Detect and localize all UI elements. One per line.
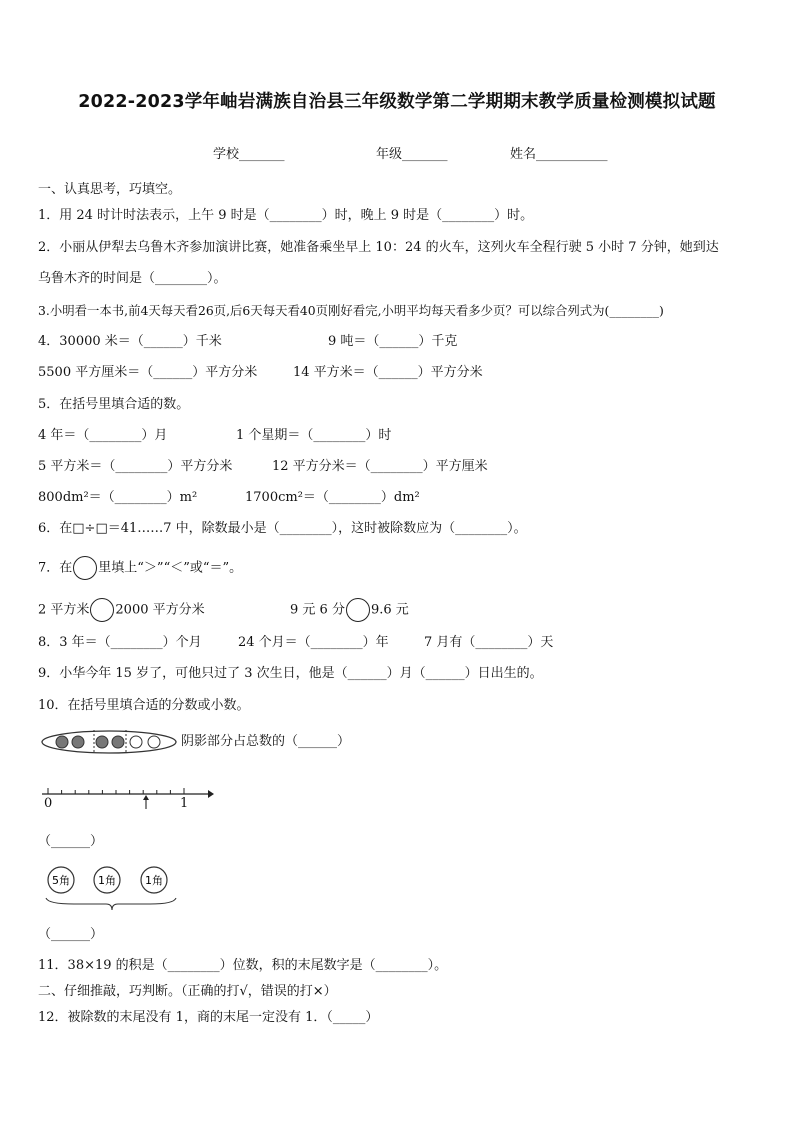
shaded-caption: 阴影部分占总数的（______） xyxy=(181,734,351,749)
exam-title: 2022-2023学年岫岩满族自治县三年级数学第二学期期末教学质量检测模拟试题 xyxy=(78,92,716,112)
coins-figure xyxy=(44,862,180,912)
number-line-start: 0 xyxy=(44,796,53,811)
school-field[interactable]: 学校_______ xyxy=(213,147,285,162)
coin-label: 1角 xyxy=(98,874,116,887)
compare-circle-a[interactable] xyxy=(90,598,114,622)
number-line xyxy=(36,780,216,810)
q7b-right: 9.6 元 xyxy=(370,602,409,618)
question-5e: 800dm²＝（________）m² xyxy=(38,490,198,505)
number-line-end: 1 xyxy=(180,796,189,811)
number-line-blank: （______） xyxy=(38,834,104,849)
shaded-circle xyxy=(112,736,124,748)
question-7-stem-b: 里填上“＞”“＜”或“＝”。 xyxy=(98,560,243,576)
question-7-stem xyxy=(38,556,242,580)
compare-circle-icon xyxy=(73,556,97,580)
brace-icon xyxy=(46,898,176,910)
empty-circle xyxy=(130,736,142,748)
coin-label: 5角 xyxy=(52,874,70,887)
question-5f: 1700cm²＝（________）dm² xyxy=(245,490,420,505)
question-8a: 8．3 年＝（________）个月 xyxy=(38,635,202,650)
q7a-left: 2 平方米 xyxy=(38,602,90,618)
q7b-left: 9 元 6 分 xyxy=(290,602,345,618)
question-7-stem-a: 7．在 xyxy=(38,560,73,576)
question-8b: 24 个月＝（________）年 xyxy=(238,635,389,650)
question-8c: 7 月有（________）天 xyxy=(424,635,554,650)
compare-circle-b[interactable] xyxy=(346,598,370,622)
coin-label: 1角 xyxy=(145,874,163,887)
question-12: 12．被除数的末尾没有 1，商的末尾一定没有 1．（_____） xyxy=(38,1010,379,1025)
shaded-circle xyxy=(96,736,108,748)
question-4a: 4．30000 米＝（______）千米 xyxy=(38,334,222,349)
question-11: 11．38×19 的积是（________）位数，积的末尾数字是（________）。 xyxy=(38,958,448,973)
section-1-heading: 一、认真思考，巧填空。 xyxy=(38,182,182,197)
question-7a xyxy=(38,598,205,622)
question-3: 3.小明看一本书,前4天每天看26页,后6天每天看40页刚好看完,小明平均每天看多少页？可以综合列式为(________) xyxy=(38,303,664,318)
question-5c: 5 平方米＝（________）平方分米 xyxy=(38,459,233,474)
arrow-head-icon xyxy=(208,790,214,798)
name-field[interactable]: 姓名___________ xyxy=(510,147,608,162)
question-5d: 12 平方分米＝（________）平方厘米 xyxy=(272,459,488,474)
shaded-circle xyxy=(56,736,68,748)
shaded-circles-figure xyxy=(40,728,180,756)
question-2-line-1: 2．小丽从伊犁去乌鲁木齐参加演讲比赛，她准备乘坐早上 10：24 的火车，这列火车全程行驶 5 小时 7 分钟，她到达 xyxy=(38,240,719,255)
question-4d: 14 平方米＝（______）平方分米 xyxy=(293,365,483,380)
question-1: 1．用 24 时计时法表示，上午 9 时是（________）时，晚上 9 时是（________）时。 xyxy=(38,208,534,223)
question-4b: 9 吨＝（______）千克 xyxy=(328,334,458,349)
question-4c: 5500 平方厘米＝（______）平方分米 xyxy=(38,365,258,380)
question-9: 9．小华今年 15 岁了，可他只过了 3 次生日，他是（______）月（______）日出生的。 xyxy=(38,666,543,681)
pointer-arrow-icon xyxy=(143,795,149,800)
empty-circle xyxy=(148,736,160,748)
grade-field[interactable]: 年级_______ xyxy=(376,147,448,162)
question-2-line-2: 乌鲁木齐的时间是（________）。 xyxy=(38,271,227,286)
question-7b xyxy=(290,598,409,622)
section-2-heading: 二、仔细推敲，巧判断。（正确的打√，错误的打×） xyxy=(38,984,337,999)
question-5-stem: 5．在括号里填合适的数。 xyxy=(38,397,190,412)
coins-blank: （______） xyxy=(38,927,104,942)
question-10-stem: 10．在括号里填合适的分数或小数。 xyxy=(38,698,250,713)
question-6: 6．在□÷□＝41……7 中，除数最小是（________），这时被除数应为（________）。 xyxy=(38,521,527,536)
q7a-right: 2000 平方分米 xyxy=(115,602,205,618)
question-5a: 4 年＝（________）月 xyxy=(38,428,168,443)
question-5b: 1 个星期＝（________）时 xyxy=(236,428,392,443)
shaded-circle xyxy=(72,736,84,748)
